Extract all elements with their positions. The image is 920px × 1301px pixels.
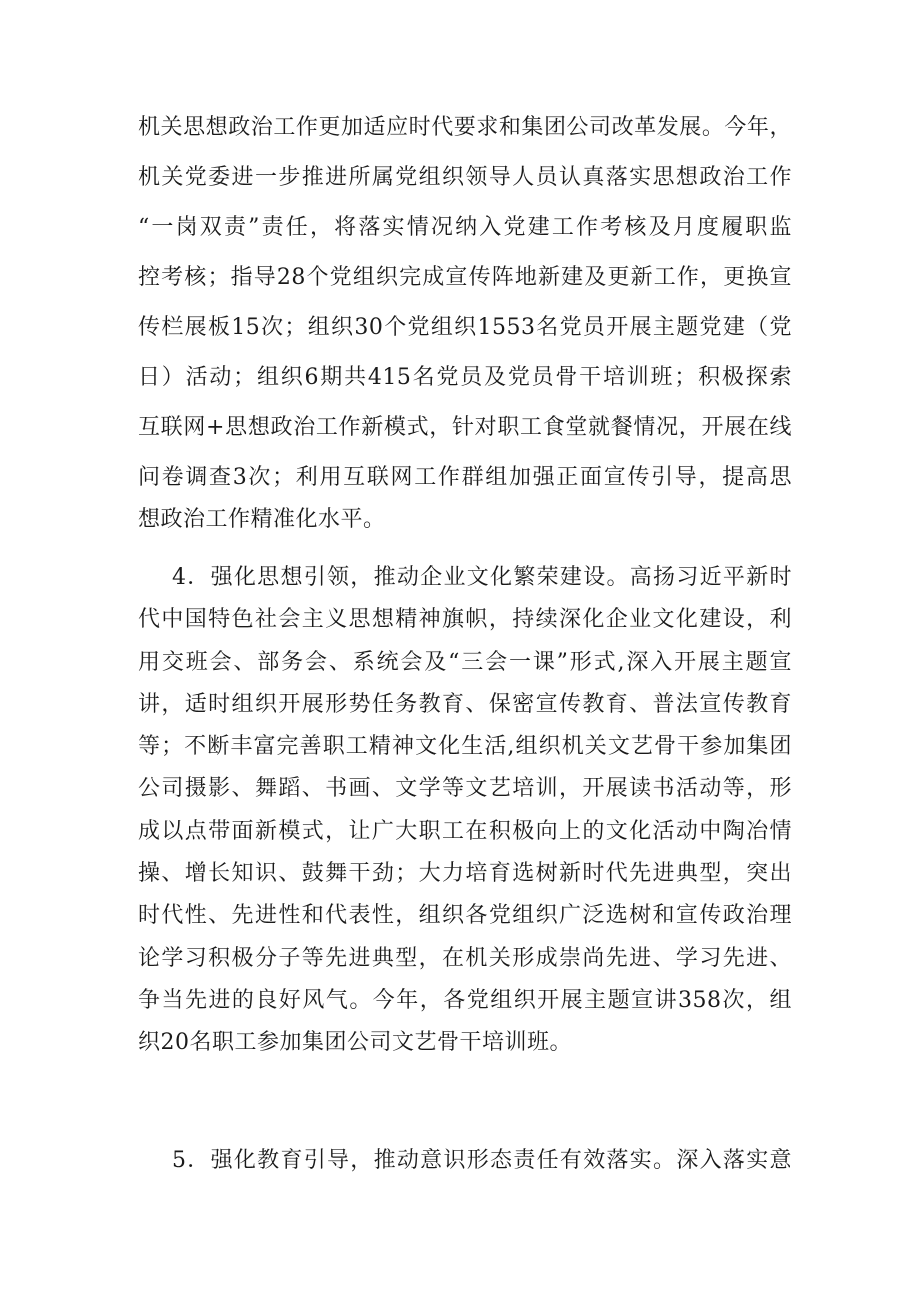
text-line: 讲，适时组织开展形势任务教育、保密宣传教育、普法宣传教育: [138, 692, 792, 717]
paragraph-heading-line: 4．强化思想引领，推动企业文化繁荣建设。高扬习近平新时: [172, 565, 792, 590]
text-line: 传栏展板15次；组织30个党组织1553名党员开展主题党建（党: [138, 315, 792, 340]
text-line: “一岗双责”责任，将落实情况纳入党建工作考核及月度履职监: [138, 215, 792, 240]
text-line: 织20名职工参加集团公司文艺骨干培训班。: [138, 1030, 572, 1055]
text-line: 互联网+思想政治工作新模式，针对职工食堂就餐情况，开展在线: [138, 415, 792, 440]
text-line: 用交班会、部务会、系统会及“三会一课”形式,深入开展主题宣: [138, 650, 792, 675]
text-line: 论学习积极分子等先进典型，在机关形成崇尚先进、学习先进、: [138, 946, 792, 971]
text-line: 争当先进的良好风气。今年，各党组织开展主题宣讲358次，组: [138, 988, 792, 1013]
text-line: 时代性、先进性和代表性，组织各党组织广泛选树和宣传政治理: [138, 903, 792, 928]
text-line: 控考核；指导28个党组织完成宣传阵地新建及更新工作，更换宣: [138, 265, 792, 290]
text-line: 想政治工作精准化水平。: [138, 507, 386, 532]
text-line: 代中国特色社会主义思想精神旗帜，持续深化企业文化建设，利: [138, 607, 792, 632]
text-line: 机关思想政治工作更加适应时代要求和集团公司改革发展。今年，: [138, 115, 792, 140]
text-line: 机关党委进一步推进所属党组织领导人员认真落实思想政治工作: [138, 165, 792, 190]
paragraph-heading-line: 5．强化教育引导，推动意识形态责任有效落实。深入落实意: [172, 1148, 792, 1173]
text-line: 成以点带面新模式，让广大职工在积极向上的文化活动中陶冶情: [138, 819, 792, 844]
text-line: 操、增长知识、鼓舞干劲；大力培育选树新时代先进典型，突出: [138, 861, 792, 886]
text-line: 日）活动；组织6期共415名党员及党员骨干培训班；积极探索: [138, 365, 792, 390]
text-line: 公司摄影、舞蹈、书画、文学等文艺培训，开展读书活动等，形: [138, 776, 792, 801]
text-line: 等；不断丰富完善职工精神文化生活,组织机关文艺骨干参加集团: [138, 734, 792, 759]
text-line: 问卷调查3次；利用互联网工作群组加强正面宣传引导，提高思: [138, 465, 792, 490]
